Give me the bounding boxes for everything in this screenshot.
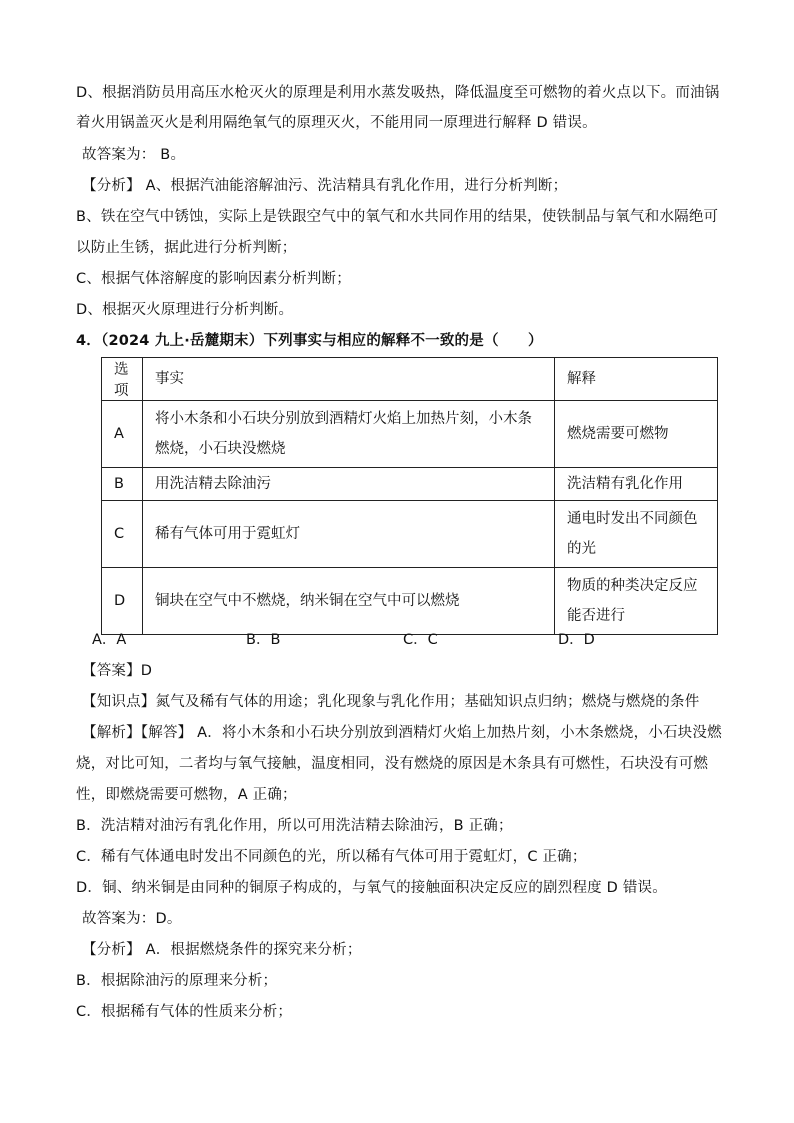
table-header-row: [102, 358, 718, 401]
option-b: B．B: [246, 632, 281, 648]
table-cell-explain: 通电时发出不同颜色的光: [555, 501, 718, 568]
text-line: D、根据消防员用高压水枪灭火的原理是利用水蒸发吸热，降低温度至可燃物的着火点以下。而油锅: [76, 85, 720, 101]
option-d: D．D: [558, 632, 595, 648]
text-line: B．洗洁精对油污有乳化作用，所以可用洗洁精去除油污，B 正确；: [76, 818, 513, 834]
table-row: [102, 501, 718, 568]
text-line: 烧，对比可知，二者均与氧气接触，温度相同，没有燃烧的原因是木条具有可燃性，石块没有可燃: [76, 756, 709, 772]
text-line: B、铁在空气中锈蚀，实际上是铁跟空气中的氧气和水共同作用的结果，使铁制品与氧气和水隔绝可: [76, 209, 719, 225]
text-line: D．铜、纳米铜是由同种的铜原子构成的，与氧气的接触面积决定反应的剧烈程度 D 错误。: [76, 880, 667, 896]
table-row: [102, 468, 718, 501]
option-a: A．A: [92, 632, 127, 648]
text-line: 故答案为： B。: [82, 147, 186, 163]
table-cell-explain: 燃烧需要可燃物: [555, 401, 718, 468]
table-cell-fact: 将小木条和小石块分别放到酒精灯火焰上加热片刻，小木条燃烧，小石块没燃烧: [143, 401, 555, 468]
text-line: D、根据灭火原理进行分析判断。: [76, 302, 294, 318]
table-cell-fact: 铜块在空气中不燃烧，纳米铜在空气中可以燃烧: [143, 568, 555, 635]
text-line: 【分析】 A、根据汽油能溶解油污、洗洁精具有乳化作用，进行分析判断；: [82, 178, 568, 194]
option-c: C．C: [403, 632, 438, 648]
table-cell-option: D: [102, 568, 143, 635]
table-cell-option: C: [102, 501, 143, 568]
text-line: C．稀有气体通电时发出不同颜色的光，所以稀有气体可用于霓虹灯，C 正确；: [76, 849, 587, 865]
table-header-cell: 事实: [143, 358, 555, 401]
text-line: 性，即燃烧需要可燃物，A 正确；: [76, 787, 297, 803]
table-header-cell: 解释: [555, 358, 718, 401]
table-row: [102, 568, 718, 635]
question-table: [101, 357, 718, 635]
table-cell-explain: 物质的种类决定反应能否进行: [555, 568, 718, 635]
text-line: 【分析】 A．根据燃烧条件的探究来分析；: [82, 942, 362, 958]
question-title: 4．（2024 九上·岳麓期末）下列事实与相应的解释不一致的是（ ）: [76, 333, 543, 349]
text-line: 着火用锅盖灭火是利用隔绝氧气的原理灭火，不能用同一原理进行解释 D 错误。: [76, 115, 597, 131]
table-cell-option: B: [102, 468, 143, 501]
text-line: B．根据除油污的原理来分析；: [76, 973, 278, 989]
text-line: C．根据稀有气体的性质来分析；: [76, 1004, 293, 1020]
knowledge-line: 【知识点】氮气及稀有气体的用途；乳化现象与乳化作用；基础知识点归纳；燃烧与燃烧的条件: [82, 694, 700, 710]
analysis-line: 【解析】【解答】 A．将小木条和小石块分别放到酒精灯火焰上加热片刻，小木条燃烧，小石块没燃: [82, 725, 722, 741]
text-line: 故答案为：D。: [82, 911, 182, 927]
text-line: 以防止生锈，据此进行分析判断；: [76, 240, 297, 256]
table-cell-explain: 洗洁精有乳化作用: [555, 468, 718, 501]
table-cell-option: A: [102, 401, 143, 468]
table-cell-fact: 稀有气体可用于霓虹灯: [143, 501, 555, 568]
table-header-cell: 选项: [102, 358, 143, 401]
text-line: C、根据气体溶解度的影响因素分析判断；: [76, 271, 351, 287]
table-row: [102, 401, 718, 468]
table-cell-fact: 用洗洁精去除油污: [143, 468, 555, 501]
answer-line: 【答案】D: [82, 663, 153, 679]
